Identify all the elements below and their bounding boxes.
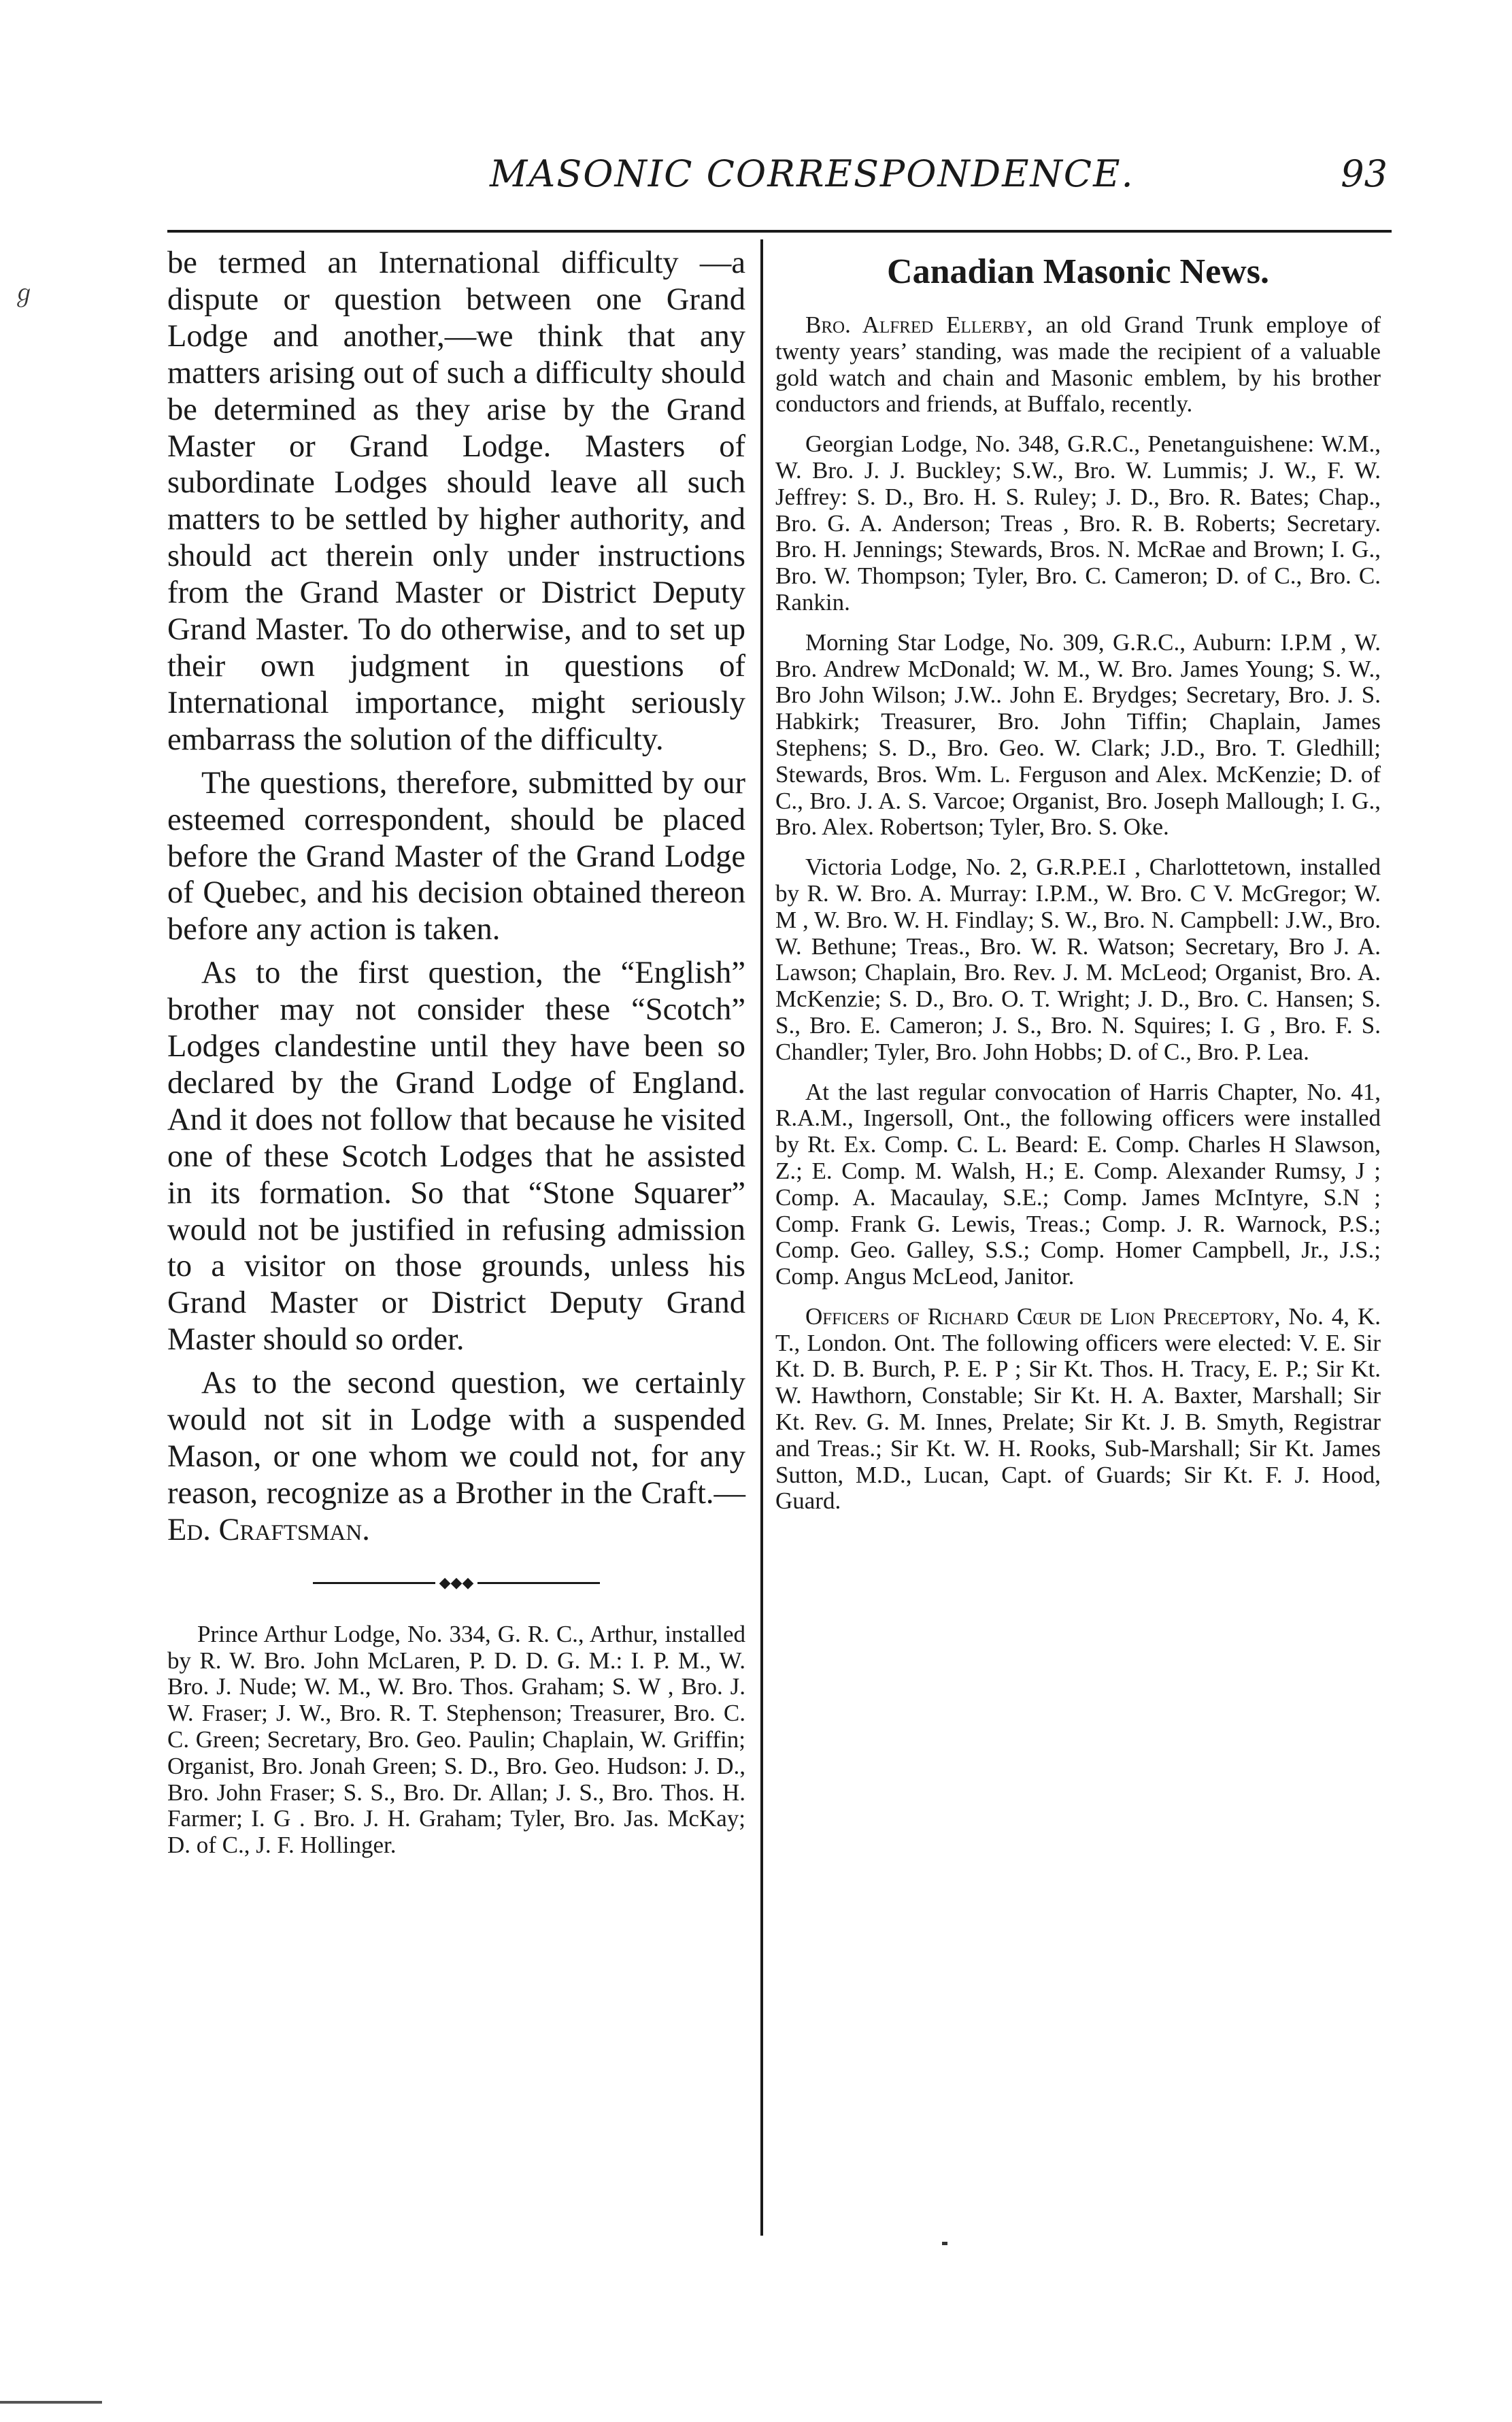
paragraph: As to the second question, we certainly would not sit in Lodge with a suspended Mason, or one whom we could not, for any reason, recognize as a Brother in the Craft.— [167, 1366, 745, 1511]
page-number: 93 [1341, 152, 1388, 195]
news-item [775, 1304, 1381, 1515]
news-item: Morning Star Lodge, No. 309, G.R.C., Auburn: I.P.M , W. Bro. Andrew McDonald; W. M., W. Bro. James Young; S. W., Bro John Wilson; J.W.. John E. Brydges; Secretary, Bro. J. S. Habkirk; Treasurer, Bro. John Tiffin; Chaplain, James Stephens; S. D., Bro. Geo. W. Clark; J.D., Bro. T. Gledhill; Stewards, Bros. Wm. L. Ferguson and Alex. McKenzie; D. of C., Bro. J. A. S. Varcoe; Organist, Bro. Joseph Mallough; I. G., Bro. Alex. Robertson; Tyler, Bro. S. Oke. [775, 628, 1381, 841]
column-divider [760, 239, 763, 2236]
ornament-divider [167, 1575, 745, 1592]
paragraph: As to the first question, the “English” brother may not consider these “Scotch” Lodges clandestine until they have been so declared by the Grand Lodge of England. And it does not follow that because he visited one of these Scotch Lodges that he assisted in its formation. So that “Stone Squarer” would not be justified in refusing admission to a visitor on those grounds, unless his Grand Master or District Deputy Grand Master should so order. [167, 956, 745, 1358]
news-text: No. 4, K. T., London. Ont. The following officers were elected: V. E. Sir Kt. D. B. Burch, P. E. P ; Sir Kt. Thos. H. Tracy, E. P.; Sir Kt. W. Hawthorn, Constable; Sir Kt. H. A. Baxter, Marshall; Sir Kt. Rev. G. M. Innes, Prelate; Sir Kt. J. B. Smyth, Registrar and Treas.; Sir Kt. W. H. Rooks, Sub-Marshall; Sir Kt. James Sutton, M.D., Lucan, Capt. of Guards; Sir Kt. F. J. Hood, Guard. [775, 1302, 1381, 1515]
news-item [775, 312, 1381, 418]
news-item: At the last regular convocation of Harris Chapter, No. 41, R.A.M., Ingersoll, Ont., the following officers were installed by Rt. Ex. Comp. C. L. Beard: E. Comp. Charles H Slawson, Z.; E. Comp. M. Walsh, H.; E. Comp. Alexander Rumsy, J ; Comp. A. Macaulay, S.E.; Comp. James McIntyre, S.N ; Comp. Frank G. Lewis, Treas.; Comp. J. R. Warnock, P.S.; Comp. Geo. Galley, S.S.; Comp. Homer Campbell, Jr., J.S.; Comp. Angus McLeod, Janitor. [775, 1078, 1381, 1290]
ink-speck [942, 2242, 947, 2245]
ornament-diamonds: ◆◆◆ [439, 1574, 474, 1592]
ornament-line [313, 1582, 435, 1584]
page-edge-mark [0, 2401, 102, 2404]
running-title: MASONIC CORRESPONDENCE. [490, 152, 1135, 195]
lodge-notice: Prince Arthur Lodge, No. 334, G. R. C., Arthur, installed by R. W. Bro. John McLaren, P. D. D. G. M.: I. P. M., W. Bro. J. Nude; W. M., W. Bro. Thos. Graham; S. W , Bro. J. W. Fraser; J. W., Bro. R. T. Stephenson; Treasurer, Bro. C. C. Green; Secretary, Bro. Geo. Paulin; Chaplain, W. Griffin; Organist, Bro. Jonah Green; S. D., Bro. Geo. Hudson: J. D., Bro. John Fraser; S. S., Bro. Dr. Allan; J. S., Bro. Thos. H. Farmer; I. G . Bro. J. H. Graham; Tyler, Bro. Jas. McKay; D. of C., J. F. Hollinger. [167, 1620, 745, 1859]
header-rule [167, 230, 1392, 233]
news-item: Georgian Lodge, No. 348, G.R.C., Penetanguishene: W.M., W. Bro. J. J. Buckley; S.W., Bro. W. Lummis; J. W., F. W. Jeffrey: S. D., Bro. H. S. Ruley; J. D., Bro. R. Bates; Chap., Bro. G. A. Anderson; Treas , Bro. R. B. Roberts; Secretary. Bro. H. Jennings; Stewards, Bros. N. McRae and Brown; I. G., Bro. W. Thompson; Tyler, Bro. C. Cameron; D. of C., Bro. C. Rankin. [775, 431, 1381, 616]
paragraph-with-signature [167, 1365, 745, 1549]
lead-name: Officers of Richard Cœur de Lion Preceptory, [805, 1302, 1281, 1330]
news-text: an old Grand Trunk employe of twenty years’ standing, was made the recipient of a valuable gold watch and chain and Masonic emblem, by his brother conductors and friends, at Buffalo, recently. [775, 312, 1381, 418]
page-header [204, 152, 1388, 200]
section-heading: Canadian Masonic News. [887, 252, 1269, 291]
ornament-line [477, 1582, 600, 1584]
right-column [775, 245, 1381, 1515]
lead-name: Bro. Alfred Ellerby, [805, 312, 1033, 338]
paragraph: The questions, therefore, submitted by our esteemed correspondent, should be placed before the Grand Master of the Grand Lodge of Quebec, and his decision obtained thereon before any action is taken. [167, 765, 745, 947]
left-column [167, 245, 745, 1859]
signature: Ed. Craftsman. [167, 1512, 370, 1547]
news-item: Victoria Lodge, No. 2, G.R.P.E.I , Charlottetown, installed by R. W. Bro. A. Murray: I.P.M., W. Bro. C V. McGregor; W. M , W. Bro. W. H. Findlay; S. W., Bro. N. Campbell: J.W., Bro. W. Bethune; Treas., Bro. W. R. Watson; Secretary, Bro J. A. Lawson; Chaplain, Bro. Rev. J. M. McLeod; Organist, Bro. A. McKenzie; S. D., Bro. O. T. Wright; J. D., Bro. C. Hansen; S. S., Bro. E. Cameron; J. S., Bro. N. Squires; I. G , Bro. F. S. Chandler; Tyler, Bro. John Hobbs; D. of C., Bro. P. Lea. [775, 854, 1381, 1065]
margin-mark: ℊ [12, 280, 35, 307]
paragraph: be termed an International difficulty —a dispute or question between one Grand Lodge and another,—we think that any matters arising out of such a difficulty should be determined as they arise by the Grand Master or Grand Lodge. Masters of subordinate Lodges should leave all such matters to be settled by higher authority, and should act therein only under instructions from the Grand Master or District Deputy Grand Master. To do otherwise, and to set up their own judgment in questions of International importance, might seriously embarrass the solution of the difficulty. [167, 246, 745, 757]
